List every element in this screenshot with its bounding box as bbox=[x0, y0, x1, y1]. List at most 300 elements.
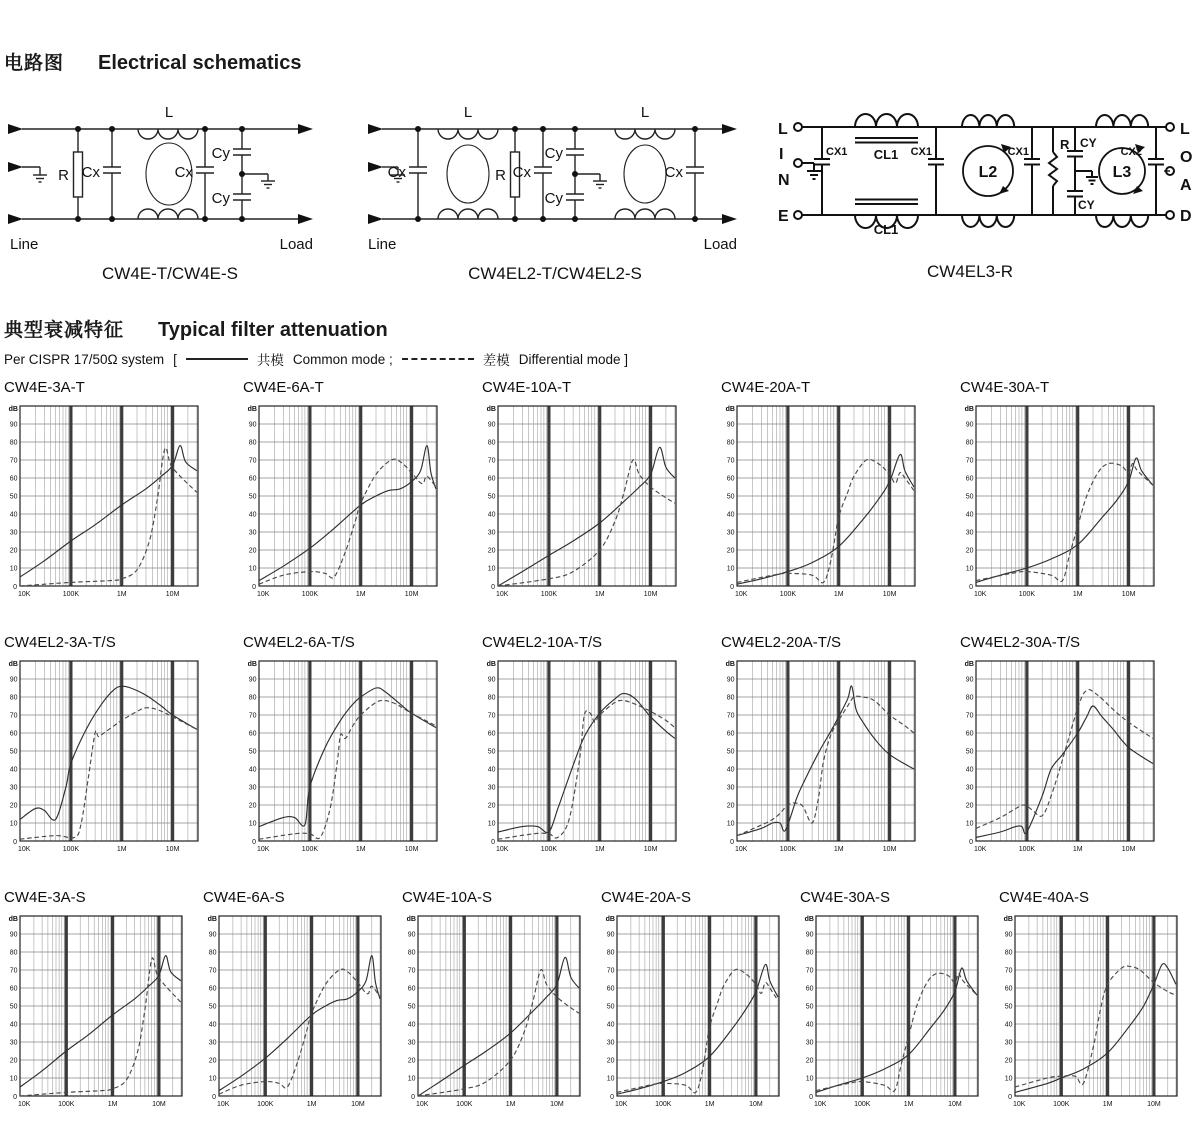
chart-row-3 bbox=[0, 889, 1200, 1114]
chart-title: CW4E-6A-T bbox=[243, 379, 324, 396]
svg-text:60: 60 bbox=[9, 985, 18, 993]
schematic-cw4el2-drawing bbox=[345, 97, 770, 297]
chart-CW4E-6A-S bbox=[203, 889, 402, 1114]
chart-title: CW4E-20A-T bbox=[721, 379, 811, 396]
label-l: L bbox=[164, 104, 174, 121]
svg-text:20: 20 bbox=[1004, 1057, 1013, 1065]
svg-text:70: 70 bbox=[965, 457, 974, 465]
svg-text:dB: dB bbox=[207, 916, 217, 923]
svg-text:0: 0 bbox=[730, 839, 734, 846]
svg-text:70: 70 bbox=[487, 712, 496, 720]
svg-text:90: 90 bbox=[606, 931, 615, 939]
svg-text:0: 0 bbox=[252, 584, 256, 591]
svg-text:0: 0 bbox=[252, 839, 256, 846]
svg-text:1M: 1M bbox=[903, 1101, 914, 1108]
svg-text:30: 30 bbox=[9, 784, 18, 792]
svg-text:10K: 10K bbox=[496, 591, 509, 598]
svg-text:100K: 100K bbox=[854, 1101, 871, 1108]
svg-text:dB: dB bbox=[8, 916, 18, 923]
attenuation-plot bbox=[960, 397, 1158, 599]
svg-text:20: 20 bbox=[9, 1057, 18, 1065]
section-title-en: Typical filter attenuation bbox=[158, 319, 388, 341]
svg-text:10M: 10M bbox=[404, 846, 419, 853]
legend-common-en: Common mode ; bbox=[292, 351, 393, 367]
svg-text:100K: 100K bbox=[540, 591, 558, 598]
svg-text:20: 20 bbox=[208, 1057, 217, 1065]
chart-CW4E-6A-T bbox=[243, 379, 482, 604]
legend-diff-en: Differential mode ] bbox=[518, 351, 629, 367]
svg-text:60: 60 bbox=[9, 475, 18, 483]
svg-text:10K: 10K bbox=[974, 591, 987, 598]
svg-text:10: 10 bbox=[9, 1075, 18, 1083]
svg-text:80: 80 bbox=[965, 694, 974, 702]
label-cx1: Cx bbox=[81, 164, 100, 181]
svg-text:60: 60 bbox=[726, 475, 735, 483]
svg-text:40: 40 bbox=[965, 511, 974, 519]
svg-text:60: 60 bbox=[248, 730, 257, 738]
chart-CW4E-20A-S bbox=[601, 889, 800, 1114]
svg-text:dB: dB bbox=[725, 661, 735, 668]
svg-text:90: 90 bbox=[9, 676, 18, 684]
chart-row-2 bbox=[0, 634, 1200, 859]
svg-text:100K: 100K bbox=[540, 846, 558, 853]
svg-text:dB: dB bbox=[964, 661, 974, 668]
attenuation-plot bbox=[203, 907, 385, 1109]
svg-text:1M: 1M bbox=[306, 1101, 317, 1108]
label-r: R bbox=[58, 167, 69, 184]
svg-text:40: 40 bbox=[248, 511, 257, 519]
svg-text:70: 70 bbox=[248, 457, 257, 465]
svg-text:100K: 100K bbox=[779, 846, 797, 853]
svg-text:10M: 10M bbox=[882, 846, 897, 853]
svg-text:40: 40 bbox=[248, 766, 257, 774]
svg-text:30: 30 bbox=[606, 1039, 615, 1047]
chart-CW4E-30A-T bbox=[960, 379, 1199, 604]
svg-text:0: 0 bbox=[13, 584, 17, 591]
chart-title: CW4EL2-6A-T/S bbox=[243, 634, 355, 651]
svg-text:70: 70 bbox=[248, 712, 257, 720]
chart-title: CW4EL2-3A-T/S bbox=[4, 634, 116, 651]
svg-text:90: 90 bbox=[208, 931, 217, 939]
svg-text:80: 80 bbox=[487, 439, 496, 447]
svg-text:100K: 100K bbox=[1018, 591, 1036, 598]
svg-text:100K: 100K bbox=[1053, 1101, 1070, 1108]
svg-text:10M: 10M bbox=[351, 1101, 365, 1108]
svg-text:10: 10 bbox=[965, 565, 974, 573]
svg-text:30: 30 bbox=[1004, 1039, 1013, 1047]
label-cl1-bot: CL1 bbox=[873, 222, 899, 237]
label-load-o: O bbox=[1180, 149, 1193, 166]
svg-text:10M: 10M bbox=[165, 846, 180, 853]
svg-text:40: 40 bbox=[965, 766, 974, 774]
attenuation-plot bbox=[4, 652, 202, 854]
svg-text:10K: 10K bbox=[257, 591, 270, 598]
svg-text:0: 0 bbox=[1008, 1094, 1012, 1101]
section-title-zh: 典型衰减特征 bbox=[4, 320, 125, 341]
chart-CW4E-30A-S bbox=[800, 889, 999, 1114]
label-cx2: CX2 bbox=[1120, 146, 1142, 158]
svg-text:1M: 1M bbox=[704, 1101, 715, 1108]
attenuation-plot bbox=[800, 907, 982, 1109]
svg-text:10: 10 bbox=[9, 820, 18, 828]
svg-text:90: 90 bbox=[965, 421, 974, 429]
chart-CW4E-20A-T bbox=[721, 379, 960, 604]
schematic-caption: CW4EL3-R bbox=[927, 262, 1013, 281]
svg-text:80: 80 bbox=[9, 439, 18, 447]
svg-text:0: 0 bbox=[969, 584, 973, 591]
svg-text:40: 40 bbox=[606, 1021, 615, 1029]
svg-text:60: 60 bbox=[1004, 985, 1013, 993]
svg-text:100K: 100K bbox=[62, 846, 80, 853]
attenuation-plot bbox=[999, 907, 1181, 1109]
svg-text:20: 20 bbox=[726, 802, 735, 810]
svg-text:0: 0 bbox=[491, 839, 495, 846]
svg-text:10: 10 bbox=[487, 565, 496, 573]
svg-text:30: 30 bbox=[965, 529, 974, 537]
svg-text:10: 10 bbox=[9, 565, 18, 573]
label-cy-top: CY bbox=[1080, 136, 1097, 150]
svg-text:0: 0 bbox=[13, 1094, 17, 1101]
svg-text:30: 30 bbox=[726, 529, 735, 537]
svg-text:40: 40 bbox=[407, 1021, 416, 1029]
svg-text:100K: 100K bbox=[58, 1101, 75, 1108]
svg-text:10M: 10M bbox=[643, 846, 658, 853]
svg-text:70: 70 bbox=[487, 457, 496, 465]
attenuation-plot bbox=[482, 397, 680, 599]
svg-text:1M: 1M bbox=[107, 1101, 118, 1108]
svg-text:10: 10 bbox=[726, 565, 735, 573]
svg-text:60: 60 bbox=[726, 730, 735, 738]
svg-text:90: 90 bbox=[726, 676, 735, 684]
svg-text:10K: 10K bbox=[18, 1101, 31, 1108]
chart-title: CW4EL2-20A-T/S bbox=[721, 634, 842, 651]
svg-text:40: 40 bbox=[208, 1021, 217, 1029]
schematic-cw4el3 bbox=[770, 97, 1200, 297]
svg-text:0: 0 bbox=[969, 839, 973, 846]
schematic-caption: CW4EL2-T/CW4EL2-S bbox=[468, 264, 642, 283]
svg-text:90: 90 bbox=[248, 421, 257, 429]
svg-text:100K: 100K bbox=[62, 591, 80, 598]
svg-text:20: 20 bbox=[9, 547, 18, 555]
svg-text:90: 90 bbox=[407, 931, 416, 939]
svg-text:10M: 10M bbox=[948, 1101, 962, 1108]
section-title-en: Electrical schematics bbox=[98, 52, 302, 74]
svg-text:dB: dB bbox=[247, 406, 257, 413]
chart-CW4EL2-6A-T/S bbox=[243, 634, 482, 859]
svg-text:80: 80 bbox=[1004, 949, 1013, 957]
label-l3: L3 bbox=[1112, 164, 1132, 181]
chart-CW4EL2-3A-T/S bbox=[4, 634, 243, 859]
attenuation-plot bbox=[721, 652, 919, 854]
svg-text:40: 40 bbox=[1004, 1021, 1013, 1029]
chart-row-1 bbox=[0, 379, 1200, 604]
svg-text:50: 50 bbox=[248, 493, 257, 501]
label-r: R bbox=[1060, 137, 1070, 152]
svg-text:50: 50 bbox=[726, 748, 735, 756]
schematic-cw4el2 bbox=[345, 97, 770, 297]
svg-text:30: 30 bbox=[487, 529, 496, 537]
svg-text:100K: 100K bbox=[257, 1101, 274, 1108]
svg-text:10: 10 bbox=[407, 1075, 416, 1083]
svg-text:100K: 100K bbox=[1018, 846, 1036, 853]
svg-text:50: 50 bbox=[9, 1003, 18, 1011]
svg-text:90: 90 bbox=[487, 676, 496, 684]
label-r: R bbox=[495, 167, 506, 184]
svg-text:100K: 100K bbox=[655, 1101, 672, 1108]
svg-text:60: 60 bbox=[965, 475, 974, 483]
section-title-zh: 电路图 bbox=[4, 53, 65, 74]
svg-text:10K: 10K bbox=[257, 846, 270, 853]
svg-text:30: 30 bbox=[726, 784, 735, 792]
chart-title: CW4E-30A-T bbox=[960, 379, 1050, 396]
svg-text:10M: 10M bbox=[165, 591, 180, 598]
svg-text:60: 60 bbox=[9, 730, 18, 738]
svg-text:1M: 1M bbox=[1072, 591, 1083, 598]
svg-text:10K: 10K bbox=[735, 591, 748, 598]
attenuation-plot bbox=[721, 397, 919, 599]
svg-text:10M: 10M bbox=[643, 591, 658, 598]
svg-text:dB: dB bbox=[486, 406, 496, 413]
label-cy2: Cy bbox=[544, 190, 563, 207]
svg-text:80: 80 bbox=[407, 949, 416, 957]
svg-text:80: 80 bbox=[248, 439, 257, 447]
svg-text:0: 0 bbox=[730, 584, 734, 591]
legend-prefix: Per CISPR 17/50Ω system bbox=[4, 351, 165, 367]
svg-text:10: 10 bbox=[1004, 1075, 1013, 1083]
svg-text:60: 60 bbox=[805, 985, 814, 993]
svg-text:30: 30 bbox=[248, 529, 257, 537]
attenuation-legend bbox=[4, 349, 1200, 369]
svg-text:80: 80 bbox=[9, 694, 18, 702]
svg-text:10M: 10M bbox=[550, 1101, 564, 1108]
svg-text:10: 10 bbox=[726, 820, 735, 828]
svg-text:80: 80 bbox=[208, 949, 217, 957]
svg-text:dB: dB bbox=[406, 916, 416, 923]
svg-text:20: 20 bbox=[965, 802, 974, 810]
svg-text:80: 80 bbox=[606, 949, 615, 957]
svg-text:80: 80 bbox=[965, 439, 974, 447]
label-line-n: N bbox=[778, 172, 790, 189]
svg-text:70: 70 bbox=[726, 712, 735, 720]
svg-text:1M: 1M bbox=[1072, 846, 1083, 853]
svg-text:80: 80 bbox=[726, 439, 735, 447]
label-cy1: Cy bbox=[544, 145, 563, 162]
svg-text:10K: 10K bbox=[217, 1101, 230, 1108]
svg-text:dB: dB bbox=[8, 661, 18, 668]
svg-text:80: 80 bbox=[248, 694, 257, 702]
label-cx1b: CX1 bbox=[910, 146, 932, 158]
label-cy2: Cy bbox=[211, 190, 230, 207]
label-cx3: Cx bbox=[664, 164, 683, 181]
svg-text:20: 20 bbox=[248, 802, 257, 810]
svg-text:40: 40 bbox=[487, 766, 496, 774]
chart-title: CW4E-40A-S bbox=[999, 889, 1090, 906]
section-attenuation-header bbox=[0, 297, 1200, 342]
svg-text:dB: dB bbox=[1003, 916, 1013, 923]
label-load-l: L bbox=[1180, 121, 1190, 138]
svg-text:10M: 10M bbox=[1121, 591, 1136, 598]
svg-text:30: 30 bbox=[208, 1039, 217, 1047]
svg-text:0: 0 bbox=[809, 1094, 813, 1101]
svg-text:0: 0 bbox=[411, 1094, 415, 1101]
chart-CW4E-40A-S bbox=[999, 889, 1198, 1114]
svg-text:70: 70 bbox=[805, 967, 814, 975]
chart-title: CW4EL2-10A-T/S bbox=[482, 634, 603, 651]
section-schematics-header bbox=[0, 0, 1200, 75]
label-cx1c: CX1 bbox=[1007, 146, 1029, 158]
svg-text:70: 70 bbox=[1004, 967, 1013, 975]
label-line-l: L bbox=[778, 121, 788, 138]
svg-text:20: 20 bbox=[407, 1057, 416, 1065]
svg-text:80: 80 bbox=[9, 949, 18, 957]
svg-text:70: 70 bbox=[9, 457, 18, 465]
svg-text:30: 30 bbox=[965, 784, 974, 792]
svg-text:0: 0 bbox=[491, 584, 495, 591]
label-l2: L bbox=[640, 104, 650, 121]
svg-text:10: 10 bbox=[606, 1075, 615, 1083]
svg-text:40: 40 bbox=[9, 1021, 18, 1029]
svg-text:70: 70 bbox=[407, 967, 416, 975]
svg-text:30: 30 bbox=[9, 529, 18, 537]
schematic-caption: CW4E-T/CW4E-S bbox=[102, 264, 238, 283]
svg-text:60: 60 bbox=[248, 475, 257, 483]
svg-text:dB: dB bbox=[486, 661, 496, 668]
chart-CW4E-10A-S bbox=[402, 889, 601, 1114]
svg-text:90: 90 bbox=[487, 421, 496, 429]
svg-text:10K: 10K bbox=[974, 846, 987, 853]
chart-title: CW4EL2-30A-T/S bbox=[960, 634, 1081, 651]
svg-text:80: 80 bbox=[805, 949, 814, 957]
svg-text:10: 10 bbox=[248, 820, 257, 828]
svg-text:60: 60 bbox=[487, 475, 496, 483]
svg-text:20: 20 bbox=[9, 802, 18, 810]
svg-text:30: 30 bbox=[805, 1039, 814, 1047]
svg-text:50: 50 bbox=[9, 493, 18, 501]
legend-common-zh: 共模 bbox=[256, 353, 284, 368]
svg-text:50: 50 bbox=[487, 748, 496, 756]
svg-text:10: 10 bbox=[805, 1075, 814, 1083]
svg-text:90: 90 bbox=[965, 676, 974, 684]
svg-text:90: 90 bbox=[805, 931, 814, 939]
svg-text:50: 50 bbox=[208, 1003, 217, 1011]
svg-text:10K: 10K bbox=[18, 591, 31, 598]
svg-text:30: 30 bbox=[407, 1039, 416, 1047]
svg-text:1M: 1M bbox=[116, 591, 127, 598]
svg-text:50: 50 bbox=[1004, 1003, 1013, 1011]
svg-text:10M: 10M bbox=[1121, 846, 1136, 853]
svg-text:10: 10 bbox=[487, 820, 496, 828]
attenuation-plot bbox=[243, 397, 441, 599]
svg-text:90: 90 bbox=[726, 421, 735, 429]
svg-text:100K: 100K bbox=[301, 846, 319, 853]
svg-text:10M: 10M bbox=[1147, 1101, 1161, 1108]
svg-text:1M: 1M bbox=[833, 846, 844, 853]
attenuation-plot bbox=[482, 652, 680, 854]
label-load-d: D bbox=[1180, 208, 1192, 225]
solid-line-sample bbox=[186, 358, 248, 360]
svg-text:0: 0 bbox=[13, 839, 17, 846]
chart-title: CW4E-10A-T bbox=[482, 379, 572, 396]
svg-text:40: 40 bbox=[805, 1021, 814, 1029]
svg-text:40: 40 bbox=[726, 511, 735, 519]
chart-CW4EL2-30A-T/S bbox=[960, 634, 1199, 859]
svg-text:1M: 1M bbox=[505, 1101, 516, 1108]
label-l1: L bbox=[463, 104, 473, 121]
svg-text:20: 20 bbox=[965, 547, 974, 555]
svg-text:10M: 10M bbox=[152, 1101, 166, 1108]
label-line-e: E bbox=[778, 208, 789, 225]
chart-CW4E-3A-T bbox=[4, 379, 243, 604]
svg-text:50: 50 bbox=[606, 1003, 615, 1011]
chart-title: CW4E-10A-S bbox=[402, 889, 493, 906]
svg-text:80: 80 bbox=[726, 694, 735, 702]
svg-text:10M: 10M bbox=[749, 1101, 763, 1108]
svg-text:20: 20 bbox=[487, 802, 496, 810]
svg-text:60: 60 bbox=[965, 730, 974, 738]
svg-text:dB: dB bbox=[605, 916, 615, 923]
svg-text:10K: 10K bbox=[496, 846, 509, 853]
attenuation-plot bbox=[243, 652, 441, 854]
svg-text:10K: 10K bbox=[735, 846, 748, 853]
svg-text:80: 80 bbox=[487, 694, 496, 702]
label-cx1: Cx bbox=[387, 164, 406, 181]
svg-text:70: 70 bbox=[9, 967, 18, 975]
svg-text:50: 50 bbox=[965, 493, 974, 501]
chart-CW4E-10A-T bbox=[482, 379, 721, 604]
attenuation-plot bbox=[4, 907, 186, 1109]
svg-text:30: 30 bbox=[487, 784, 496, 792]
svg-text:10M: 10M bbox=[404, 591, 419, 598]
label-cy1: Cy bbox=[211, 145, 230, 162]
label-load: Load bbox=[703, 236, 737, 253]
svg-text:50: 50 bbox=[248, 748, 257, 756]
label-line-i: I bbox=[779, 146, 784, 163]
svg-text:70: 70 bbox=[726, 457, 735, 465]
svg-text:0: 0 bbox=[212, 1094, 216, 1101]
svg-text:40: 40 bbox=[9, 766, 18, 774]
svg-text:1M: 1M bbox=[594, 591, 605, 598]
svg-text:dB: dB bbox=[725, 406, 735, 413]
chart-title: CW4E-30A-S bbox=[800, 889, 891, 906]
chart-CW4EL2-10A-T/S bbox=[482, 634, 721, 859]
svg-text:dB: dB bbox=[8, 406, 18, 413]
chart-title: CW4E-20A-S bbox=[601, 889, 692, 906]
svg-text:70: 70 bbox=[9, 712, 18, 720]
svg-text:90: 90 bbox=[9, 931, 18, 939]
svg-text:70: 70 bbox=[208, 967, 217, 975]
label-load-a: A bbox=[1180, 177, 1192, 194]
svg-text:dB: dB bbox=[804, 916, 814, 923]
svg-text:20: 20 bbox=[248, 547, 257, 555]
svg-text:1M: 1M bbox=[833, 591, 844, 598]
attenuation-plot bbox=[601, 907, 783, 1109]
svg-text:60: 60 bbox=[606, 985, 615, 993]
svg-text:60: 60 bbox=[487, 730, 496, 738]
svg-text:100K: 100K bbox=[779, 591, 797, 598]
label-load: Load bbox=[279, 236, 313, 253]
svg-text:50: 50 bbox=[965, 748, 974, 756]
attenuation-plot bbox=[4, 397, 202, 599]
legend-diff-zh: 差模 bbox=[482, 353, 510, 368]
dashed-line-sample bbox=[402, 358, 474, 360]
attenuation-plot bbox=[960, 652, 1158, 854]
svg-text:10K: 10K bbox=[615, 1101, 628, 1108]
label-l2: L2 bbox=[978, 164, 998, 181]
svg-text:20: 20 bbox=[805, 1057, 814, 1065]
svg-text:10K: 10K bbox=[18, 846, 31, 853]
label-cl1-top: CL1 bbox=[873, 147, 899, 162]
svg-text:10: 10 bbox=[208, 1075, 217, 1083]
